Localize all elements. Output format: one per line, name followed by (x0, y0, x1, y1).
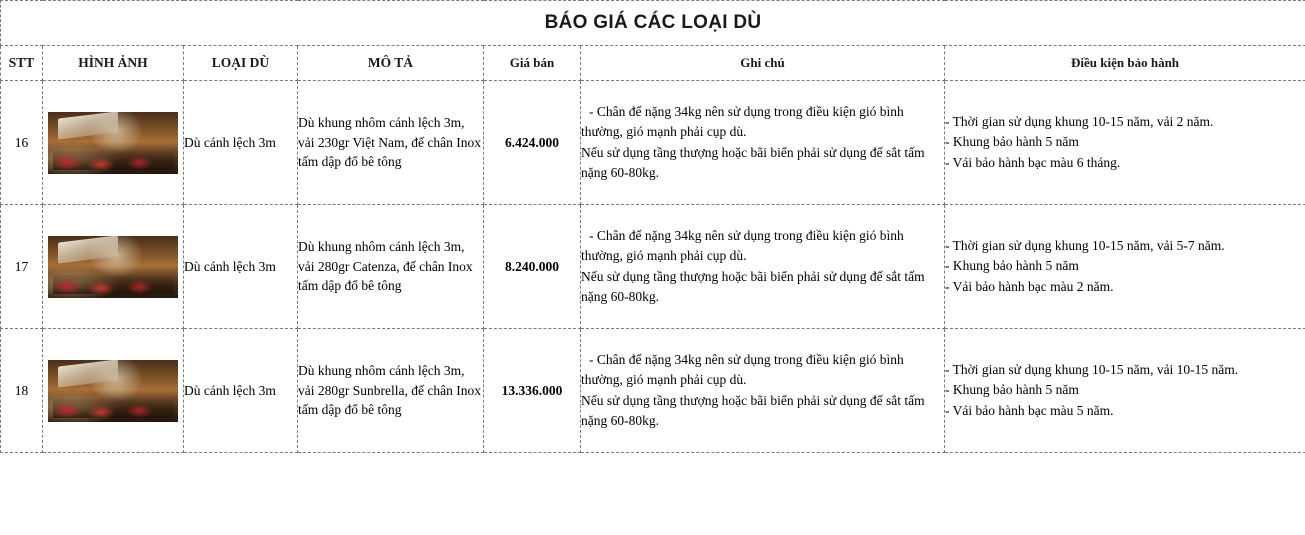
product-image-cell (43, 205, 184, 329)
warranty-line: - Thời gian sử dụng khung 10-15 năm, vải 10-15 năm. (945, 362, 1239, 378)
warranty-line: - Vải bảo hành bạc màu 6 tháng. (945, 154, 1121, 170)
umbrella-warranty (945, 81, 1305, 205)
note-line: Nếu sử dụng tầng thượng hoặc bãi biển phải sử dụng đế sắt tấm nặng 60-80kg. (581, 268, 925, 304)
umbrella-type: Dù cánh lệch 3m (184, 329, 298, 453)
umbrella-note (581, 81, 945, 205)
warranty-line: - Khung bảo hành 5 năm (945, 258, 1079, 274)
document-title-cell (1, 1, 1305, 46)
row-index: 16 (1, 81, 43, 205)
table-row (1, 205, 1305, 329)
column-header-price: Giá bán (484, 46, 581, 81)
column-header-type: LOẠI DÙ (184, 46, 298, 81)
umbrella-type: Dù cánh lệch 3m (184, 205, 298, 329)
umbrella-description: Dù khung nhôm cánh lệch 3m, vải 280gr Catenza, đế chân Inox tấm dập đổ bê tông (298, 205, 484, 329)
umbrella-description: Dù khung nhôm cánh lệch 3m, vải 280gr Sunbrella, đế chân Inox tấm dập đổ bê tông (298, 329, 484, 453)
warranty-line: - Thời gian sử dụng khung 10-15 năm, vải 5-7 năm. (945, 238, 1225, 254)
row-index: 18 (1, 329, 43, 453)
product-image-cell (43, 329, 184, 453)
warranty-line: - Khung bảo hành 5 năm (945, 134, 1079, 150)
warranty-line: - Thời gian sử dụng khung 10-15 năm, vải 2 năm. (945, 114, 1214, 130)
note-line: Nếu sử dụng tầng thượng hoặc bãi biển phải sử dụng đế sắt tấm nặng 60-80kg. (581, 392, 925, 428)
note-line: - Chân đế nặng 34kg nên sử dụng trong điều kiện gió bình thường, gió mạnh phải cụp dù. (581, 104, 904, 140)
warranty-line: - Vải bảo hành bạc màu 2 năm. (945, 278, 1114, 294)
umbrella-photo-thumbnail (48, 112, 178, 174)
note-line: - Chân đế nặng 34kg nên sử dụng trong điều kiện gió bình thường, gió mạnh phải cụp dù. (581, 352, 904, 388)
table-row (1, 329, 1305, 453)
umbrella-type: Dù cánh lệch 3m (184, 81, 298, 205)
column-header-image: HÌNH ẢNH (43, 46, 184, 81)
umbrella-note (581, 205, 945, 329)
table-row (1, 81, 1305, 205)
umbrella-price: 6.424.000 (484, 81, 581, 205)
product-image-cell (43, 81, 184, 205)
column-header-description: MÔ TẢ (298, 46, 484, 81)
title-row (1, 1, 1305, 46)
table-header-row (1, 46, 1305, 81)
page-title: BÁO GIÁ CÁC LOẠI DÙ (544, 12, 762, 33)
row-index: 17 (1, 205, 43, 329)
warranty-line: - Khung bảo hành 5 năm (945, 382, 1079, 398)
umbrella-warranty (945, 329, 1305, 453)
umbrella-photo-thumbnail (48, 236, 178, 298)
umbrella-warranty (945, 205, 1305, 329)
note-line: - Chân đế nặng 34kg nên sử dụng trong điều kiện gió bình thường, gió mạnh phải cụp dù. (581, 228, 904, 264)
umbrella-photo-thumbnail (48, 360, 178, 422)
umbrella-note (581, 329, 945, 453)
umbrella-price: 13.336.000 (484, 329, 581, 453)
column-header-stt: STT (1, 46, 43, 81)
note-line: Nếu sử dụng tầng thượng hoặc bãi biển phải sử dụng đế sắt tấm nặng 60-80kg. (581, 144, 925, 180)
umbrella-price: 8.240.000 (484, 205, 581, 329)
column-header-note: Ghi chú (581, 46, 945, 81)
warranty-line: - Vải bảo hành bạc màu 5 năm. (945, 402, 1114, 418)
column-header-warranty: Điều kiện bảo hành (945, 46, 1305, 81)
umbrella-description: Dù khung nhôm cánh lệch 3m, vải 230gr Việt Nam, đế chân Inox tấm dập đổ bê tông (298, 81, 484, 205)
